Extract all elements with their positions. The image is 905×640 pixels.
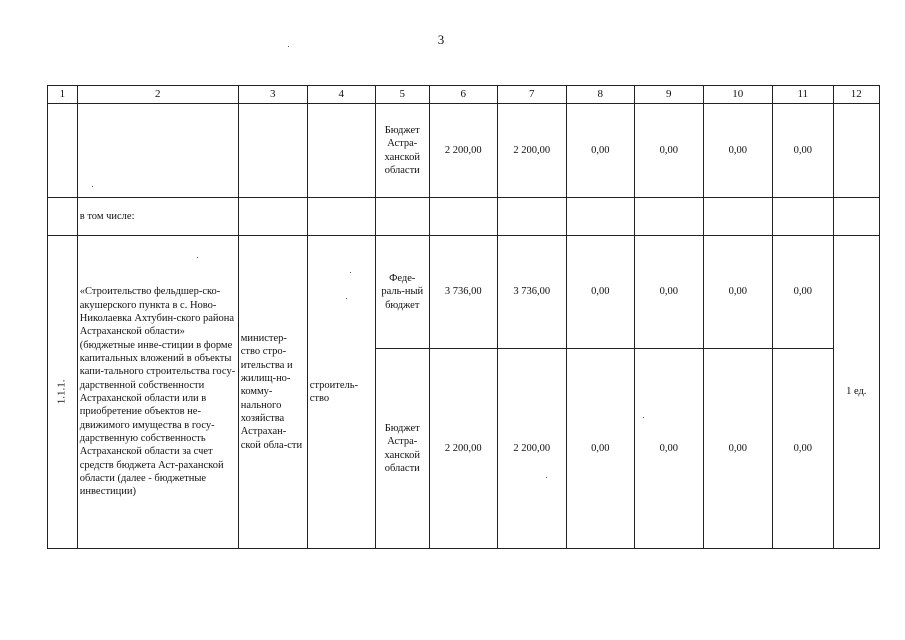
column-number: 5 bbox=[375, 86, 429, 104]
column-number: 10 bbox=[703, 86, 772, 104]
amount-cell: 0,00 bbox=[634, 349, 703, 549]
item-number: 1.1.1. bbox=[55, 379, 68, 405]
table-row-total bbox=[48, 104, 880, 198]
budget-table bbox=[47, 85, 880, 549]
empty-cell bbox=[429, 198, 497, 236]
amount-cell: 0,00 bbox=[566, 236, 634, 349]
item-activity: строитель-ство bbox=[307, 236, 375, 549]
empty-cell bbox=[238, 198, 307, 236]
column-number: 11 bbox=[772, 86, 833, 104]
column-number: 9 bbox=[634, 86, 703, 104]
empty-cell bbox=[307, 198, 375, 236]
amount-cell: 3 736,00 bbox=[497, 236, 566, 349]
table-row-including bbox=[48, 198, 880, 236]
amount-cell: 0,00 bbox=[772, 236, 833, 349]
amount-cell: 2 200,00 bbox=[497, 349, 566, 549]
amount-cell: 0,00 bbox=[566, 104, 634, 198]
empty-cell bbox=[375, 198, 429, 236]
item-executor: министер-ство стро-ительства и жилищ-но-комму-нального хозяйства Астрахан-ской обла-сти bbox=[238, 236, 307, 549]
item-number-cell bbox=[48, 236, 78, 549]
funding-source-cell: Бюджет Астра-ханской области bbox=[375, 349, 429, 549]
amount-cell: 0,00 bbox=[703, 349, 772, 549]
empty-cell bbox=[238, 104, 307, 198]
amount-cell: 2 200,00 bbox=[429, 104, 497, 198]
empty-cell bbox=[48, 104, 78, 198]
amount-cell: 3 736,00 bbox=[429, 236, 497, 349]
amount-cell: 0,00 bbox=[634, 104, 703, 198]
empty-cell bbox=[772, 198, 833, 236]
empty-cell bbox=[48, 198, 78, 236]
empty-cell bbox=[833, 198, 879, 236]
empty-cell bbox=[497, 198, 566, 236]
page-number: 3 bbox=[437, 32, 445, 47]
empty-cell bbox=[703, 198, 772, 236]
scan-speck bbox=[546, 477, 547, 478]
empty-cell bbox=[566, 198, 634, 236]
column-number: 1 bbox=[48, 86, 78, 104]
table-row-federal bbox=[48, 236, 880, 349]
empty-cell bbox=[307, 104, 375, 198]
amount-cell: 0,00 bbox=[772, 349, 833, 549]
scan-speck bbox=[346, 298, 347, 299]
amount-cell: 2 200,00 bbox=[497, 104, 566, 198]
column-number: 3 bbox=[238, 86, 307, 104]
amount-cell: 0,00 bbox=[566, 349, 634, 549]
column-number: 6 bbox=[429, 86, 497, 104]
column-number: 8 bbox=[566, 86, 634, 104]
column-number-row bbox=[48, 86, 880, 104]
empty-cell bbox=[833, 104, 879, 198]
scan-speck bbox=[643, 417, 644, 418]
funding-source-cell: Бюджет Астра-ханской области bbox=[375, 104, 429, 198]
including-label: в том числе: bbox=[77, 198, 238, 236]
scan-speck bbox=[197, 257, 198, 258]
empty-cell bbox=[77, 104, 238, 198]
amount-cell: 0,00 bbox=[772, 104, 833, 198]
amount-cell: 0,00 bbox=[634, 236, 703, 349]
column-number: 4 bbox=[307, 86, 375, 104]
amount-cell: 0,00 bbox=[703, 236, 772, 349]
item-result: 1 ед. bbox=[833, 236, 879, 549]
scan-speck bbox=[350, 272, 351, 273]
column-number: 2 bbox=[77, 86, 238, 104]
amount-cell: 0,00 bbox=[703, 104, 772, 198]
column-number: 12 bbox=[833, 86, 879, 104]
empty-cell bbox=[634, 198, 703, 236]
column-number: 7 bbox=[497, 86, 566, 104]
amount-cell: 2 200,00 bbox=[429, 349, 497, 549]
scan-speck bbox=[92, 186, 93, 187]
funding-source-cell: Феде-раль-ный бюджет bbox=[375, 236, 429, 349]
item-description: «Строительство фельдшер-ско-акушерского пункта в с. Ново-Николаевка Ахтубин-ского района Астраханской области» (бюджетные инве-стиции в форме капитальных вложений в объекты капи-тального строительства госу-дарственной собственности Астраханской области или в приобретение объектов не-движимого имущества в госу-дарственную собственность Астраханской области за счет средств бюджета Аст-раханской области (далее - бюджетные инвестиции) bbox=[77, 236, 238, 549]
scan-speck bbox=[288, 46, 289, 47]
